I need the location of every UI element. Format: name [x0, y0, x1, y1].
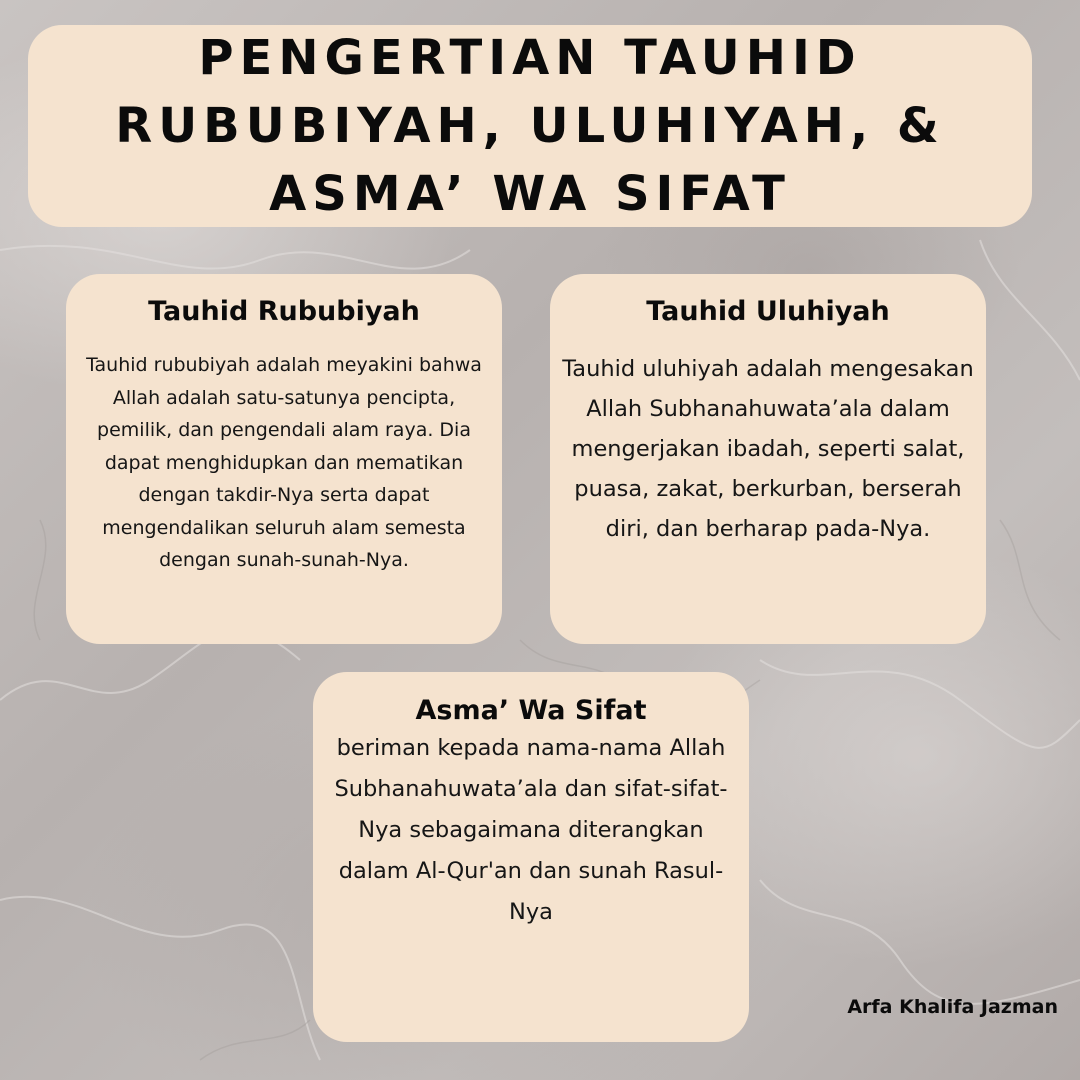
card-body-asma-wa-sifat: beriman kepada nama-nama Allah Subhanahuwata’ala dan sifat-sifat-Nya sebagaimana diterangkan dalam Al-Qur'an dan sunah Rasul-Nya — [334, 735, 728, 925]
card-tauhid-uluhiyah — [550, 274, 986, 644]
card-body-rububiyah: Tauhid rububiyah adalah meyakini bahwa Allah adalah satu-satunya pencipta, pemilik, dan pengendali alam raya. Dia dapat menghidupkan dan mematikan dengan takdir-Nya serta dapat mengendalikan seluruh alam semesta dengan sunah-sunah-Nya. — [86, 354, 482, 571]
card-heading-asma-wa-sifat: Asma’ Wa Sifat — [415, 695, 647, 726]
title-banner — [28, 25, 1032, 227]
card-asma-wa-sifat — [313, 672, 749, 1042]
card-body-uluhiyah: Tauhid uluhiyah adalah mengesakan Allah Subhanahuwata’ala dalam mengerjakan ibadah, seperti salat, puasa, zakat, berkurban, berserah diri, dan berharap pada-Nya. — [562, 356, 974, 542]
card-tauhid-rububiyah — [66, 274, 502, 644]
card-heading-rububiyah: Tauhid Rububiyah — [148, 296, 420, 327]
author-credit: Arfa Khalifa Jazman — [847, 996, 1058, 1018]
card-heading-uluhiyah: Tauhid Uluhiyah — [646, 296, 890, 327]
page-title: PENGERTIAN TAUHID RUBUBIYAH, ULUHIYAH, & ASMA’ WA SIFAT — [115, 30, 945, 222]
